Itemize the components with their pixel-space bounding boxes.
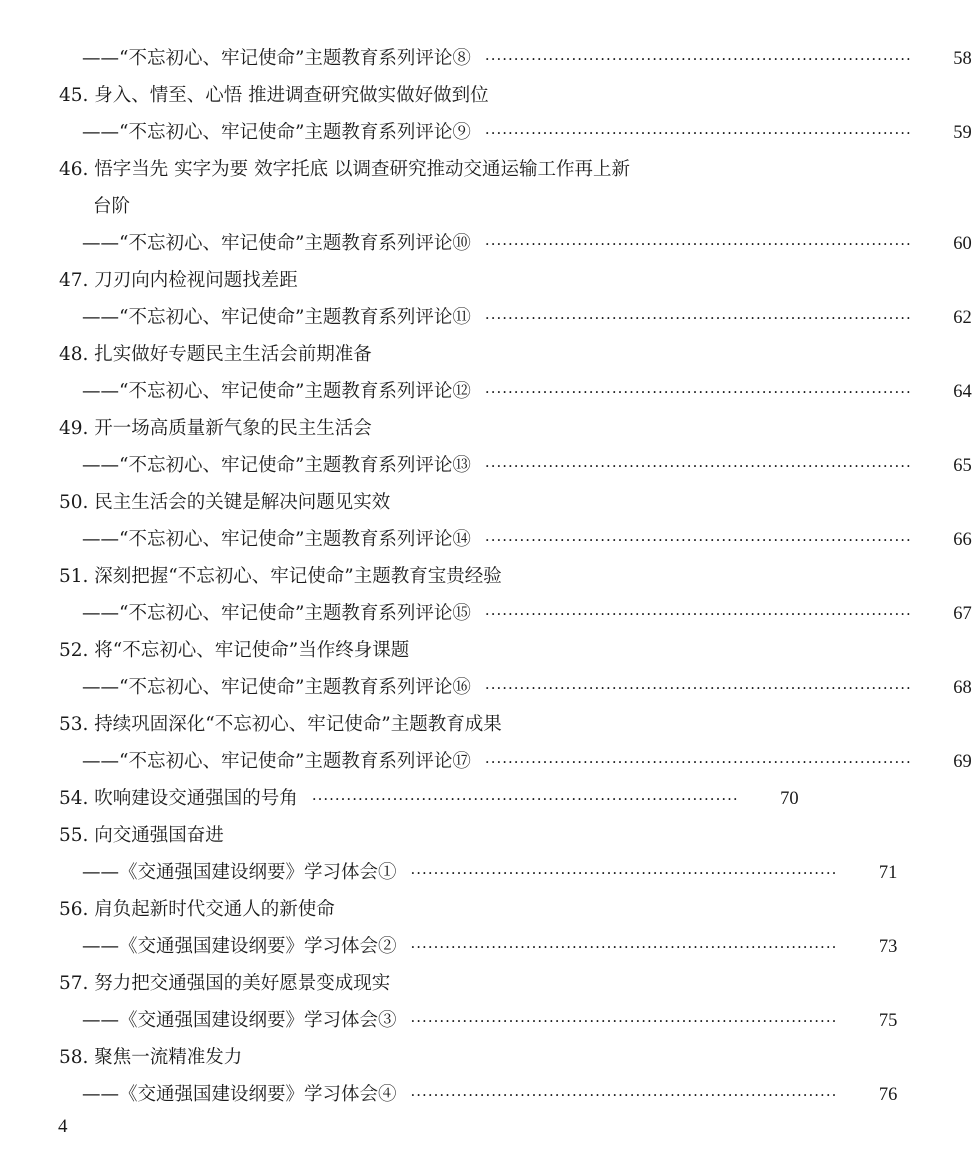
toc-page-number: 70	[780, 789, 799, 809]
toc-entry-subtitle	[0, 1076, 898, 1113]
toc-entry-text: ——“不忘初心、牢记使命”主题教育系列评论⑫	[82, 381, 471, 402]
dot-leader: ··········································································	[484, 457, 912, 475]
toc-page-number: 62	[953, 308, 972, 328]
toc-entry-subtitle	[0, 1002, 898, 1039]
toc-entry-subtitle	[0, 669, 972, 706]
toc-entry-title: 49. 开一场高质量新气象的民主生活会	[59, 418, 372, 439]
toc-page-number: 67	[953, 604, 972, 624]
dot-leader: ··········································································	[484, 235, 912, 253]
toc-entry-text: ——“不忘初心、牢记使命”主题教育系列评论⑪	[82, 307, 471, 328]
dot-leader: ··········································································	[484, 124, 912, 142]
dot-leader: ··········································································	[484, 531, 912, 549]
dot-leader: ··········································································	[410, 864, 838, 882]
toc-entry-text: ——“不忘初心、牢记使命”主题教育系列评论⑮	[82, 603, 471, 624]
toc-entry-subtitle	[0, 40, 972, 77]
toc-entry-subtitle	[0, 225, 972, 262]
toc-page-number: 73	[878, 937, 898, 957]
toc-entry-title: 45. 身入、情至、心悟 推进调查研究做实做好做到位	[59, 85, 489, 106]
toc-page-number: 69	[953, 752, 972, 772]
dot-leader: ··········································································	[484, 679, 912, 697]
dot-leader: ··········································································	[311, 790, 739, 808]
toc-page-number: 66	[953, 530, 972, 550]
toc-entry-title: 48. 扎实做好专题民主生活会前期准备	[59, 344, 372, 365]
toc-entry-text: ——“不忘初心、牢记使命”主题教育系列评论⑩	[82, 233, 471, 254]
toc-entry-title: 51. 深刻把握“不忘初心、牢记使命”主题教育宝贵经验	[59, 566, 502, 587]
toc-entry-title: 58. 聚焦一流精准发力	[59, 1047, 243, 1068]
toc-entry-text: 54. 吹响建设交通强国的号角	[59, 788, 298, 809]
toc-entry-subtitle	[0, 447, 972, 484]
toc-entry-subtitle	[0, 521, 972, 558]
toc-entry-text: ——“不忘初心、牢记使命”主题教育系列评论⑰	[82, 751, 471, 772]
toc-entry-text: ——《交通强国建设纲要》学习体会③	[82, 1010, 397, 1031]
toc-page-number: 65	[953, 456, 972, 476]
toc-entry-text: ——“不忘初心、牢记使命”主题教育系列评论⑯	[82, 677, 471, 698]
table-of-contents	[0, 40, 972, 1113]
toc-entry-subtitle	[0, 299, 972, 336]
toc-page-number: 68	[953, 678, 972, 698]
dot-leader: ··········································································	[410, 1012, 838, 1030]
toc-page-number: 71	[878, 863, 898, 883]
toc-entry-title-continued: 台阶	[93, 196, 131, 217]
toc-entry-title: 56. 肩负起新时代交通人的新使命	[59, 899, 335, 920]
toc-entry-text: ——《交通强国建设纲要》学习体会②	[82, 936, 397, 957]
toc-entry-text: ——“不忘初心、牢记使命”主题教育系列评论⑧	[82, 48, 471, 69]
toc-page-number: 60	[953, 234, 972, 254]
toc-entry-text: ——《交通强国建设纲要》学习体会④	[82, 1084, 397, 1105]
page-number: 4	[58, 1116, 68, 1137]
toc-entry-subtitle	[0, 854, 898, 891]
toc-entry-title: 47. 刀刃向内检视问题找差距	[59, 270, 298, 291]
toc-entry-title: 55. 向交通强国奋进	[59, 825, 224, 846]
dot-leader: ··········································································	[484, 309, 912, 327]
toc-entry-title	[0, 780, 799, 817]
toc-entry-title: 53. 持续巩固深化“不忘初心、牢记使命”主题教育成果	[59, 714, 502, 735]
toc-page-number: 64	[953, 382, 972, 402]
dot-leader: ··········································································	[484, 605, 912, 623]
toc-entry-text: ——《交通强国建设纲要》学习体会①	[82, 862, 397, 883]
toc-entry-title: 46. 悟字当先 实字为要 效字托底 以调查研究推动交通运输工作再上新	[59, 159, 630, 180]
toc-page-number: 75	[878, 1011, 898, 1031]
toc-page-number: 59	[953, 123, 972, 143]
dot-leader: ··········································································	[410, 938, 838, 956]
toc-entry-subtitle	[0, 595, 972, 632]
toc-entry-text: ——“不忘初心、牢记使命”主题教育系列评论⑭	[82, 529, 471, 550]
toc-entry-title: 57. 努力把交通强国的美好愿景变成现实	[59, 973, 391, 994]
dot-leader: ··········································································	[484, 383, 912, 401]
toc-entry-subtitle	[0, 928, 898, 965]
toc-entry-subtitle	[0, 373, 972, 410]
toc-entry-text: ——“不忘初心、牢记使命”主题教育系列评论⑬	[82, 455, 471, 476]
toc-entry-title: 50. 民主生活会的关键是解决问题见实效	[59, 492, 391, 513]
toc-entry-subtitle	[0, 743, 972, 780]
toc-entry-subtitle	[0, 114, 972, 151]
toc-page-number: 76	[878, 1085, 898, 1105]
toc-entry-text: ——“不忘初心、牢记使命”主题教育系列评论⑨	[82, 122, 471, 143]
toc-page-number: 58	[953, 49, 972, 69]
toc-entry-title: 52. 将“不忘初心、牢记使命”当作终身课题	[59, 640, 410, 661]
dot-leader: ··········································································	[410, 1086, 838, 1104]
dot-leader: ··········································································	[484, 753, 912, 771]
dot-leader: ··········································································	[484, 50, 912, 68]
